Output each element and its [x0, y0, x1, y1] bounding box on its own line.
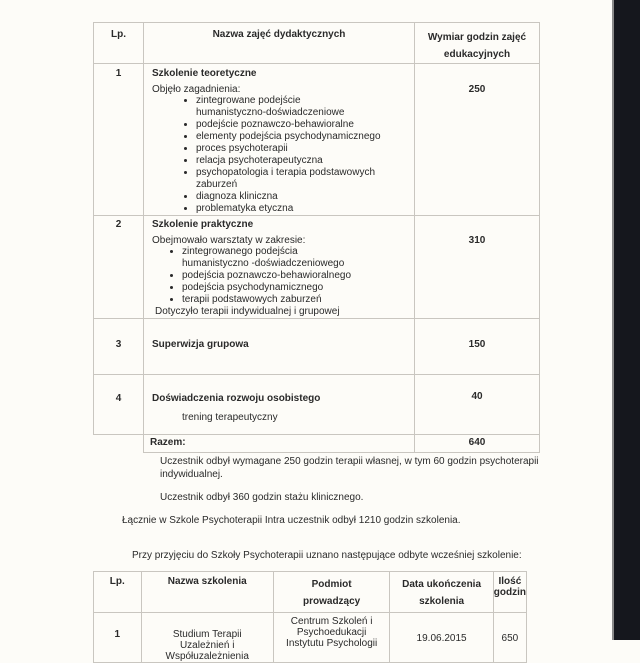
row-intro: Objęło zagadnienia: — [152, 84, 241, 95]
row-hours: 250 — [415, 64, 540, 216]
row-title: Szkolenie praktyczne — [152, 219, 254, 230]
list-item: • podejścia poznawczo-behawioralnego — [182, 270, 406, 282]
header-lp: Lp. — [94, 23, 144, 64]
row-provider: Centrum Szkoleń i Psychoedukacji Instytutu Psychologii — [273, 613, 389, 663]
workshop-list — [152, 246, 406, 306]
list-item: • elementy podejścia psychodynamicznego — [196, 131, 406, 143]
header-name: Nazwa zajęć dydaktycznych — [144, 23, 415, 64]
row-title: Doświadczenia rozwoju osobistego — [152, 393, 321, 404]
header-date: Data ukończenia szkolenia — [390, 572, 493, 613]
row-lp: 4 — [94, 375, 144, 435]
list-item: • proces psychoterapii — [196, 143, 406, 155]
total-label: Razem: — [144, 435, 415, 453]
list-item: • problematyka etyczna — [196, 203, 406, 215]
row-lp: 1 — [94, 613, 142, 663]
table-row — [94, 319, 540, 375]
list-item: • psychopatologia i terapia podstawowych zaburzeń — [196, 167, 406, 191]
row-hours: 650 — [493, 613, 526, 663]
header-lp: Lp. — [94, 572, 142, 613]
training-table — [93, 22, 540, 453]
row-hours: 150 — [415, 319, 540, 375]
table-row — [94, 613, 527, 663]
scan-border — [612, 0, 640, 640]
header-hours: Ilość godzin — [493, 572, 526, 613]
table-header-row — [94, 23, 540, 64]
row-note: Dotyczyło terapii indywidualnej i grupowej — [155, 306, 340, 317]
row-date: 19.06.2015 — [390, 613, 493, 663]
header-provider: Podmiot prowadzący — [273, 572, 389, 613]
row-lp: 3 — [94, 319, 144, 375]
table-row — [94, 64, 540, 216]
recognition-paragraph: Przy przyjęciu do Szkoły Psychoterapii uznano następujące odbyte wcześniej szkolenie: — [132, 550, 522, 561]
row-sub: trening terapeutyczny — [182, 412, 278, 423]
internship-paragraph: Uczestnik odbył 360 godzin stażu klinicznego. — [160, 492, 364, 503]
list-item: • relacja psychoterapeutyczna — [196, 155, 406, 167]
prior-training-table — [93, 571, 527, 663]
row-hours: 40 — [415, 375, 540, 435]
total-paragraph: Łącznie w Szkole Psychoterapii Intra uczestnik odbył 1210 godzin szkolenia. — [122, 515, 461, 526]
table-row — [94, 216, 540, 319]
row-hours: 310 — [415, 216, 540, 319]
row-lp: 2 — [94, 216, 144, 319]
table-header-row — [94, 572, 527, 613]
list-item: • zintegrowane podejście humanistyczno-doświadczeniowe — [196, 95, 366, 119]
row-intro: Obejmowało warsztaty w zakresie: — [152, 235, 306, 246]
table-row — [94, 375, 540, 435]
therapy-paragraph: Uczestnik odbył wymagane 250 godzin terapii własnej, w tym 60 godzin psychoterapii indywidualnej. — [160, 456, 539, 480]
list-item: • zintegrowanego podejścia humanistyczno -doświadczeniowego — [182, 246, 362, 270]
topic-list — [152, 95, 406, 215]
row-title: Szkolenie teoretyczne — [152, 68, 257, 79]
total-row — [94, 435, 540, 453]
header-name: Nazwa szkolenia — [141, 572, 273, 613]
row-lp: 1 — [94, 64, 144, 216]
list-item: • podejście poznawczo-behawioralne — [196, 119, 406, 131]
row-name: Studium Terapii Uzależnień i Współuzależnienia — [141, 613, 273, 663]
list-item: • diagnoza kliniczna — [196, 191, 406, 203]
list-item: • podejścia psychodynamicznego — [182, 282, 406, 294]
list-item: • terapii podstawowych zaburzeń — [182, 294, 406, 306]
row-title: Superwizja grupowa — [144, 319, 415, 375]
total-value: 640 — [415, 435, 540, 453]
header-hours: Wymiar godzin zajęć edukacyjnych — [415, 23, 540, 64]
